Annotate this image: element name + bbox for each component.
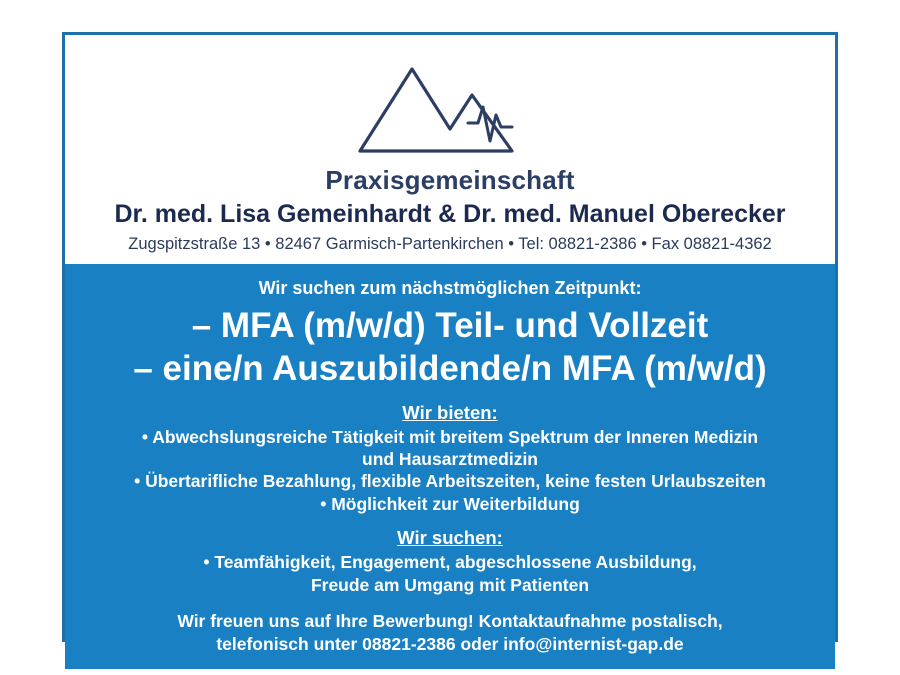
- offer-line: • Übertarifliche Bezahlung, flexible Arbeitszeiten, keine festen Urlaubszeiten: [134, 471, 766, 492]
- doctor-names: Dr. med. Lisa Gemeinhardt & Dr. med. Manuel Oberecker: [114, 200, 786, 228]
- seek-line: Freude am Umgang mit Patienten: [310, 574, 590, 595]
- offer-line: und Hausarztmedizin: [362, 448, 538, 469]
- job-headline-2: – eine/n Auszubildende/n MFA (m/w/d): [133, 349, 767, 389]
- intro-text: Wir suchen zum nächstmöglichen Zeitpunkt:: [258, 278, 642, 298]
- offer-section-title: Wir bieten:: [402, 401, 498, 423]
- job-advertisement: [62, 32, 838, 654]
- contact-line: telefonisch unter 08821-2386 oder info@internist-gap.de: [216, 633, 684, 654]
- offer-line: • Abwechslungsreiche Tätigkeit mit breitem Spektrum der Inneren Medizin: [141, 426, 759, 447]
- ad-header: [65, 35, 835, 264]
- closing-line: Wir freuen uns auf Ihre Bewerbung! Kontaktaufnahme postalisch,: [177, 610, 723, 631]
- job-headline-1: – MFA (m/w/d) Teil- und Vollzeit: [191, 306, 709, 345]
- offer-line: • Möglichkeit zur Weiterbildung: [320, 493, 580, 514]
- practice-address: Zugspitzstraße 13 • 82467 Garmisch-Partenkirchen • Tel: 08821-2386 • Fax 08821-4362: [128, 235, 772, 253]
- seek-line: • Teamfähigkeit, Engagement, abgeschlossene Ausbildung,: [203, 552, 697, 573]
- mountain-pulse-logo-icon: [350, 57, 550, 157]
- practice-type: Praxisgemeinschaft: [325, 165, 575, 195]
- practice-logo: [75, 53, 825, 161]
- ad-body: [65, 264, 835, 669]
- seek-section-title: Wir suchen:: [397, 527, 503, 549]
